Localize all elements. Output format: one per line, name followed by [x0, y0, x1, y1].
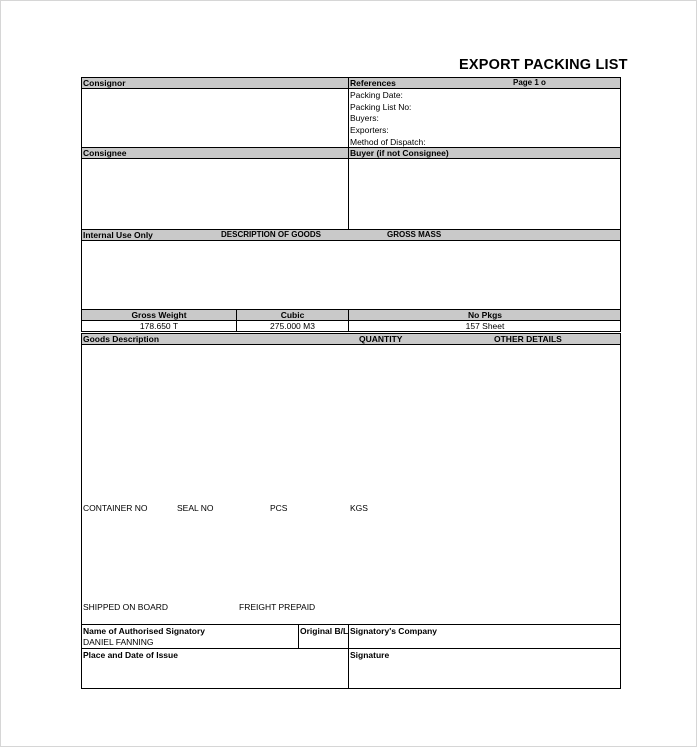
- other-details-label: OTHER DETAILS: [494, 334, 562, 344]
- internal-use-label: Internal Use Only: [83, 230, 153, 240]
- gross-weight-label: Gross Weight: [131, 310, 187, 320]
- packing-date-field: Packing Date:: [350, 90, 403, 100]
- method-of-dispatch-field: Method of Dispatch:: [350, 137, 426, 147]
- kgs-text: KGS: [350, 503, 368, 513]
- place-date-issue-field[interactable]: [82, 661, 347, 688]
- exporters-field: Exporters:: [350, 125, 389, 135]
- original-bl-label: Original B/L: [300, 626, 348, 636]
- consignor-box[interactable]: [81, 88, 349, 148]
- references-label: References: [350, 78, 396, 88]
- consignee-label: Consignee: [83, 148, 127, 158]
- document-title: EXPORT PACKING LIST: [459, 57, 628, 73]
- signatorys-company-label: Signatory's Company: [350, 626, 438, 636]
- signature-field[interactable]: [349, 661, 620, 688]
- no-pkgs-value: 157 Sheet: [465, 321, 505, 331]
- no-pkgs-label: No Pkgs: [467, 310, 502, 320]
- shipped-on-board-text: SHIPPED ON BOARD: [83, 602, 169, 612]
- gross-weight-value: 178.650 T: [139, 321, 179, 331]
- authorised-signatory-name[interactable]: DANIEL FANNING: [83, 637, 154, 647]
- cubic-value: 275.000 M3: [270, 321, 315, 331]
- page-number: Page 1 o: [513, 78, 546, 87]
- goods-description-label: Goods Description: [83, 334, 160, 344]
- gross-mass-label: GROSS MASS: [387, 230, 442, 239]
- signature-label: Signature: [350, 650, 390, 660]
- container-no-text: CONTAINER NO: [83, 503, 148, 513]
- freight-prepaid-text: FREIGHT PREPAID: [239, 602, 316, 612]
- packing-list-no-field: Packing List No:: [350, 102, 412, 112]
- internal-use-box[interactable]: [81, 240, 621, 310]
- authorised-signatory-label: Name of Authorised Signatory: [83, 626, 206, 636]
- quantity-label: QUANTITY: [359, 334, 403, 344]
- seal-no-text: SEAL NO: [177, 503, 214, 513]
- cubic-label: Cubic: [280, 310, 305, 320]
- goods-description-box[interactable]: [81, 344, 621, 625]
- pcs-text: PCS: [270, 503, 288, 513]
- buyer-box[interactable]: [348, 158, 621, 230]
- buyer-label: Buyer (if not Consignee): [350, 148, 449, 158]
- buyers-field: Buyers:: [350, 113, 379, 123]
- consignee-box[interactable]: [81, 158, 349, 230]
- description-of-goods-label: DESCRIPTION OF GOODS: [221, 230, 322, 239]
- place-date-issue-label: Place and Date of Issue: [83, 650, 178, 660]
- consignor-label: Consignor: [83, 78, 126, 88]
